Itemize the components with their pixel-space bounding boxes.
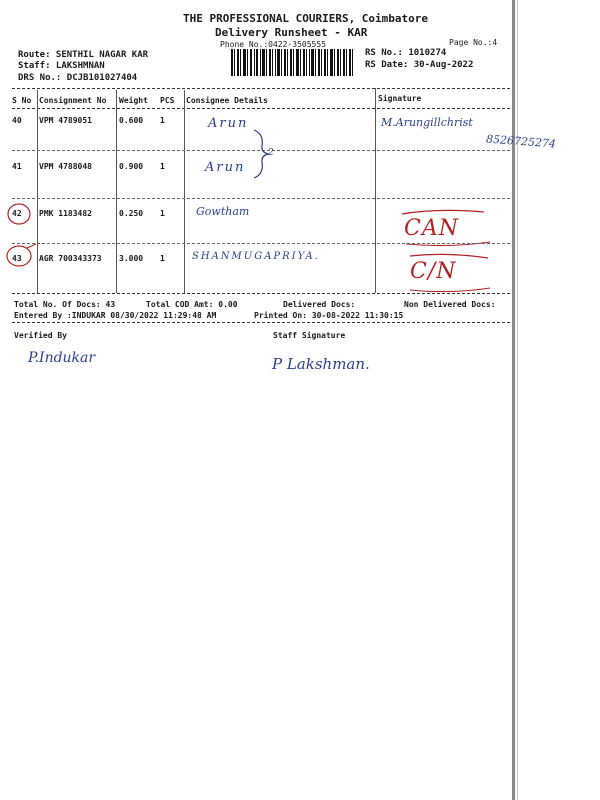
total-cod: Total COD Amt: 0.00 [146, 300, 238, 309]
scribble-mark [404, 252, 494, 296]
col-signature: Signature [378, 94, 422, 103]
col-consignee: Consignee Details [186, 96, 268, 105]
row-weight: 3.000 [119, 254, 144, 263]
row-consignment: AGR 700343373 [39, 254, 102, 263]
consignee-handwriting: Gowtham [196, 205, 250, 218]
total-docs: Total No. Of Docs: 43 [14, 300, 116, 309]
col-pcs: PCS [160, 96, 175, 105]
row-consignment: VPM 4789051 [39, 116, 92, 125]
summary-rule [12, 322, 510, 323]
document-title: Delivery Runsheet - KAR [215, 26, 368, 39]
phone-handwriting: 8526725274 [485, 132, 557, 151]
phone-number: Phone No.:0422-3505555 [220, 40, 326, 49]
rs-number: RS No.: 1010274 [365, 48, 447, 58]
route-label: Route: SENTHIL NAGAR KAR [18, 50, 149, 60]
non-delivered-docs: Non Delivered Docs: [404, 300, 496, 309]
scan-edge [512, 0, 515, 800]
row-rule [12, 243, 510, 244]
rs-date: RS Date: 30-Aug-2022 [365, 60, 474, 70]
drs-label: DRS No.: [18, 73, 62, 83]
scan-edge-shadow [517, 0, 518, 800]
row-sno: 40 [12, 116, 22, 125]
staff-label: Staff: LAKSHMNAN [18, 61, 105, 71]
row-sno: 41 [12, 162, 22, 171]
row-sno: 42 [12, 209, 22, 218]
company-name: THE PROFESSIONAL COURIERS, Coimbatore [183, 12, 429, 25]
col-sno: S No [12, 96, 32, 105]
printed-on: Printed On: 30-08-2022 11:30:15 [254, 311, 404, 320]
staff-signature: P Lakshman. [272, 355, 370, 373]
signature-handwriting: C/N [410, 259, 457, 284]
verified-signature: P.Indukar [28, 350, 96, 366]
row-rule [12, 198, 510, 199]
row-pcs: 1 [160, 209, 165, 218]
bracket-count: 2 [268, 148, 274, 158]
delivered-docs: Delivered Docs: [283, 300, 356, 309]
col-divider [184, 90, 185, 293]
row-weight: 0.600 [119, 116, 144, 125]
col-consignment: Consignment No [39, 96, 107, 105]
consignee-handwriting: Arun [205, 160, 246, 175]
row-pcs: 1 [160, 254, 165, 263]
row-weight: 0.250 [119, 209, 144, 218]
drs-number [18, 73, 137, 83]
staff-signature-label: Staff Signature [273, 331, 346, 340]
row-sno: 43 [12, 254, 22, 263]
page-number: Page No.:4 [449, 38, 498, 47]
col-divider [37, 90, 38, 293]
row-consignment: PMK 1183482 [39, 209, 92, 218]
consignee-handwriting: SHANMUGAPRIYA. [192, 251, 320, 262]
drs-value: DCJB101027404 [66, 73, 138, 83]
row-pcs: 1 [160, 116, 165, 125]
signature-handwriting: CAN [404, 216, 459, 241]
signature-handwriting: M.Arungillchrist [381, 116, 473, 129]
col-divider [116, 90, 117, 293]
row-weight: 0.900 [119, 162, 144, 171]
row-pcs: 1 [160, 162, 165, 171]
consignee-handwriting: Arun [208, 116, 249, 131]
barcode [231, 49, 353, 76]
verified-by-label: Verified By [14, 331, 67, 340]
table-bottom-rule [12, 293, 510, 294]
col-weight: Weight [119, 96, 148, 105]
entered-by: Entered By :INDUKAR 08/30/2022 11:29:48 AM [14, 311, 217, 320]
col-divider [375, 88, 376, 293]
header-rule [12, 108, 510, 109]
row-consignment: VPM 4788048 [39, 162, 92, 171]
table-top-rule [12, 88, 510, 89]
